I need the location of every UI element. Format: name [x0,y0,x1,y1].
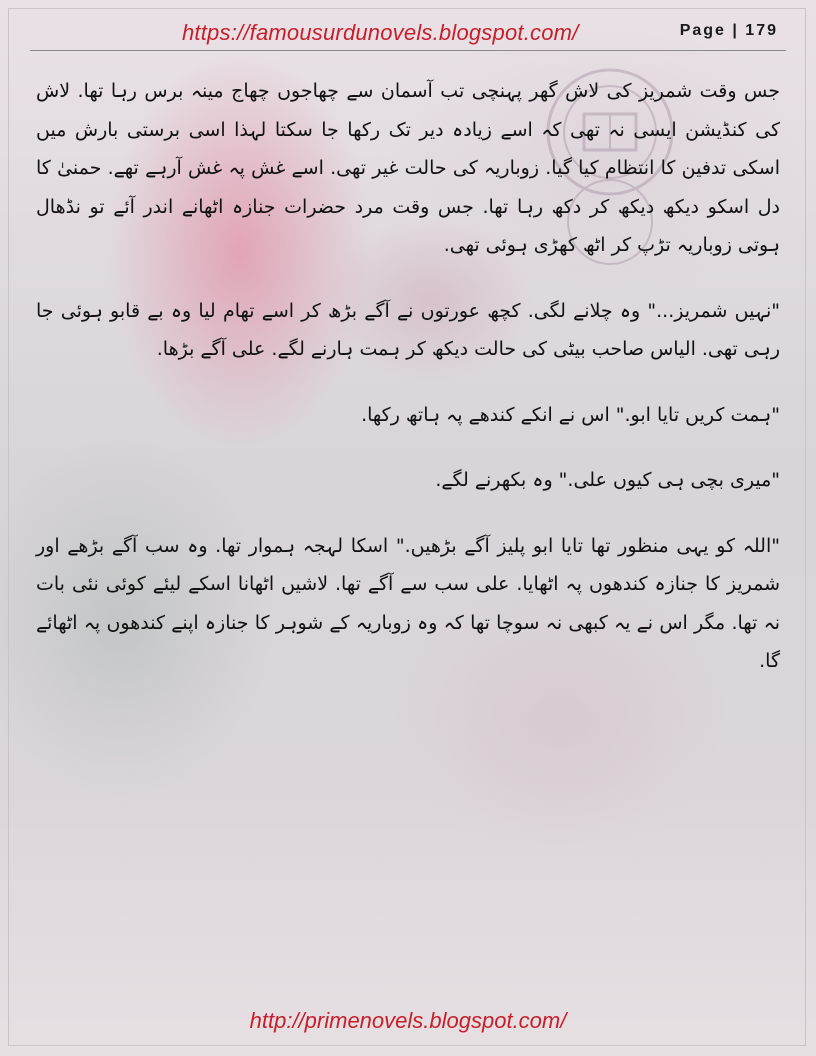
paragraph: "اللہ کو یہی منظور تھا تایا ابو پلیز آگے بڑھیں." اسکا لہجہ ہموار تھا. وہ سب آگے بڑھے اور شمریز کا جنازہ کندھوں پہ اٹھایا. علی سب سے آگے تھا. لاشیں اٹھانا اسکے لیئے کوئی نئی بات نہ تھا. مگر اس نے یہ کبھی نہ سوچا تھا کہ وہ زوباریہ کے شوہر کا جنازہ اپنے کندھوں پہ اٹھائے گا. [36,534,780,672]
paragraph: "میری بچی ہی کیوں علی." وہ بکھرنے لگے. [435,469,780,491]
paragraph: "ہمت کریں تایا ابو." اس نے انکے کندھے پہ ہاتھ رکھا. [361,403,780,426]
header-divider [30,50,786,51]
page-number: Page | 179 [679,22,778,39]
header-website-link[interactable]: https://famousurdunovels.blogspot.com/ [182,20,579,45]
footer-website-link[interactable]: http://primenovels.blogspot.com/ [249,1008,567,1033]
paragraph: جس وقت شمریز کی لاش گھر پہنچی تب آسمان سے چھاجوں چھاج مینہ برس رہا تھا. لاش کی کنڈیشن ایسی نہ تھی کہ اسے زیادہ دیر تک رکھا جا سکتا لہذا اسی برستی بارش میں اسکی تدفین کا انتظام کیا گیا. زوباریہ کی حالت غیر تھی. اسے غش پہ غش آرہے تھے. حمنیٰ کا دل اسکو دیکھ دیکھ کر دکھ رہا تھا. جس وقت مرد حضرات جنازہ اٹھانے اندر آئے تو نڈھال ہوتی زوباریہ تڑپ کر اٹھ کھڑی ہوئی تھی. [36,80,780,256]
paragraph: "نہیں شمریز..." وہ چلانے لگی. کچھ عورتوں نے آگے بڑھ کر اسے تھام لیا وہ بے قابو ہوئی جا رہی تھی. الیاس صاحب بیٹی کی حالت دیکھ کر ہمت ہارنے لگے. علی آگے بڑھا. [36,299,780,360]
chapter-text [36,72,780,966]
